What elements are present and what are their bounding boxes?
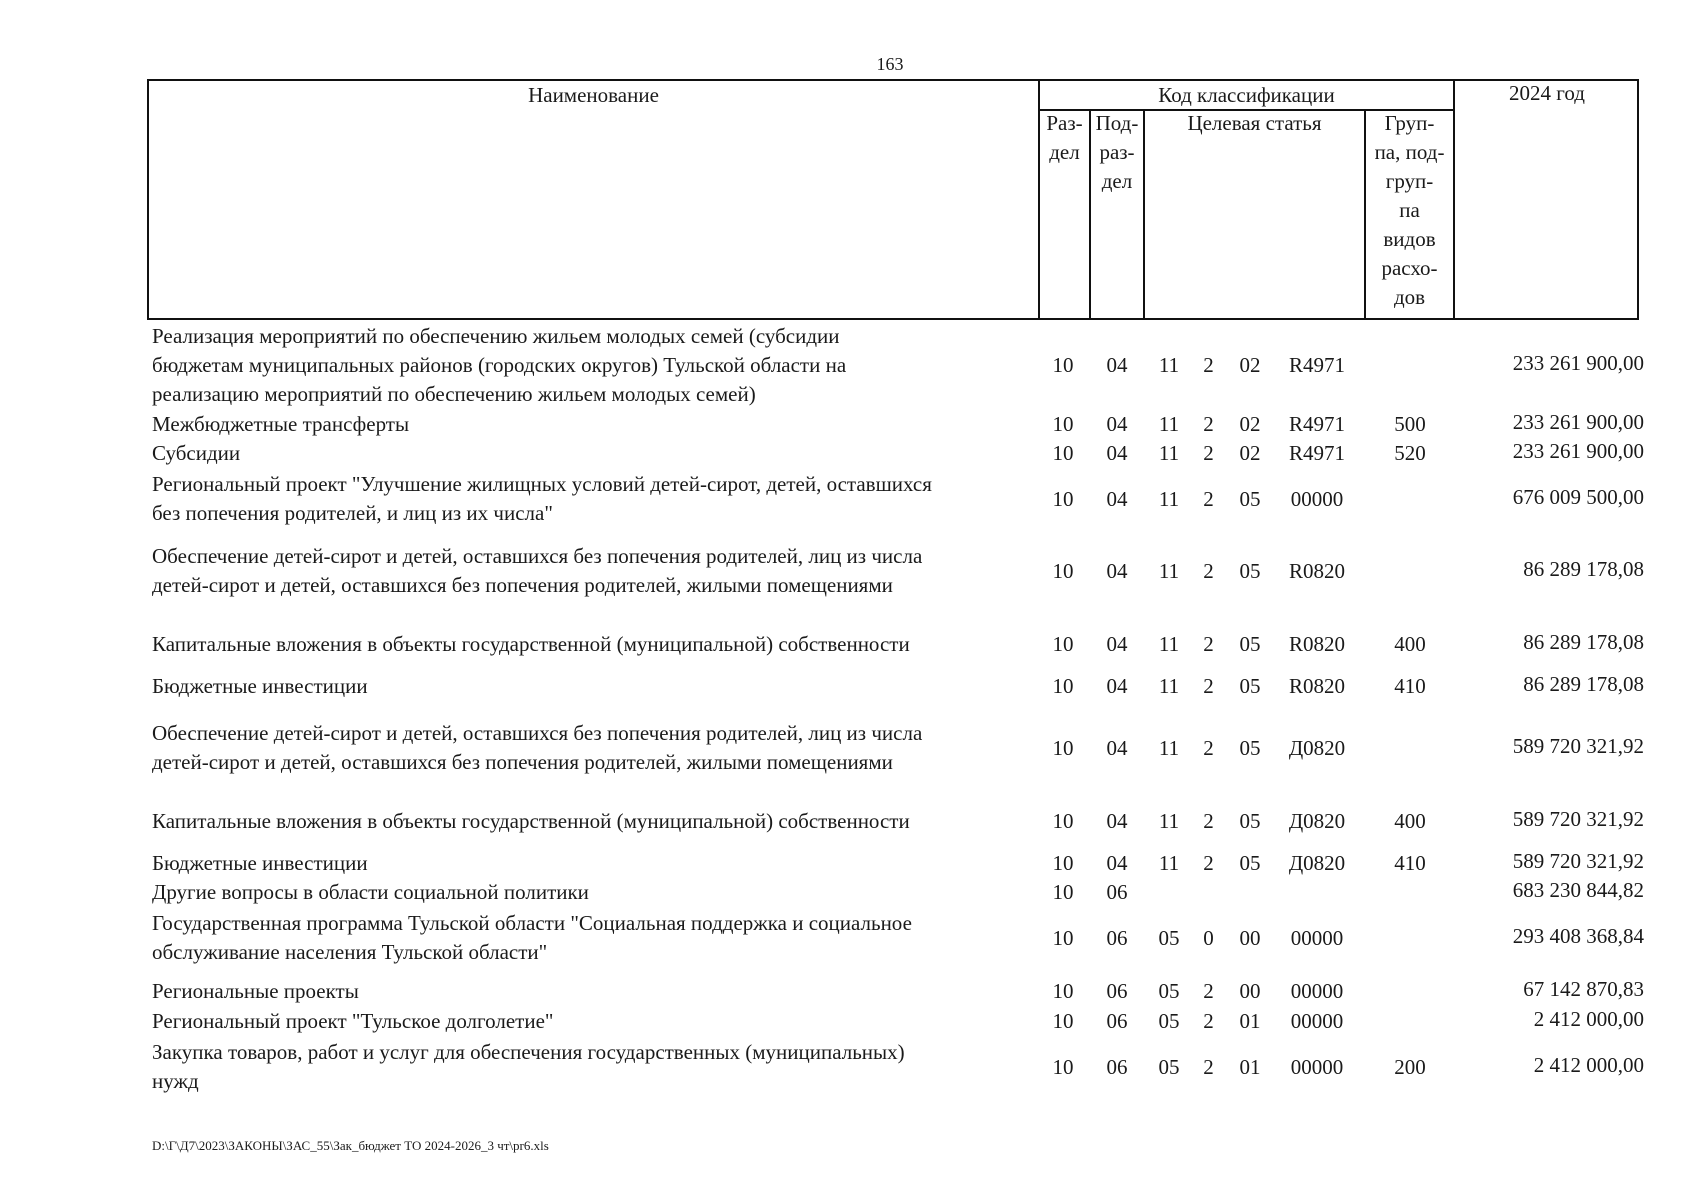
row-code-vr: 400 [1394, 809, 1426, 833]
row-code-vr: 200 [1394, 1055, 1426, 1079]
row-code-t4: R4971 [1288, 441, 1345, 465]
row-code-t1: 05 [1158, 1009, 1180, 1033]
row-code-pr: 04 [1106, 353, 1128, 377]
row-code-t2: 2 [1203, 487, 1214, 511]
row-code-t2: 2 [1203, 412, 1214, 436]
row-code-rz: 10 [1052, 412, 1074, 436]
row-code-vr: 410 [1394, 674, 1426, 698]
row-name: Капитальные вложения в объекты государственной (муниципальной) собственности [152, 632, 910, 656]
row-code-rz: 10 [1052, 559, 1074, 583]
row-code-pr: 04 [1106, 674, 1128, 698]
row-amount: 233 261 900,00 [1512, 410, 1644, 434]
row-code-t1: 05 [1158, 1055, 1180, 1079]
row-code-rz: 10 [1052, 926, 1074, 950]
row-code-t1: 11 [1158, 353, 1180, 377]
row-code-t4: R0820 [1288, 559, 1345, 583]
row-code-rz: 10 [1052, 851, 1074, 875]
row-code-t4: 00000 [1290, 979, 1344, 1003]
row-code-pr: 06 [1106, 1055, 1128, 1079]
row-name: Региональный проект "Тульское долголетие" [152, 1009, 554, 1033]
file-path-footer: D:\Г\Д7\2023\ЗАКОНЫ\ЗАС_55\Зак_бюджет ТО 2024-2026_3 чт\pr6.xls [152, 1138, 549, 1153]
row-code-rz: 10 [1052, 1009, 1074, 1033]
row-code-t2: 2 [1203, 851, 1214, 875]
row-code-t4: R4971 [1288, 353, 1345, 377]
row-code-pr: 04 [1106, 632, 1128, 656]
row-code-rz: 10 [1052, 674, 1074, 698]
page-number: 163 [876, 54, 904, 74]
row-amount: 233 261 900,00 [1512, 439, 1644, 463]
row-amount: 86 289 178,08 [1523, 557, 1644, 581]
header-code-group: Код классификации [1158, 83, 1335, 107]
row-code-t1: 05 [1158, 979, 1180, 1003]
row-code-t3: 02 [1239, 441, 1261, 465]
row-code-t3: 00 [1239, 979, 1261, 1003]
row-code-pr: 06 [1106, 926, 1128, 950]
row-name: Капитальные вложения в объекты государственной (муниципальной) собственности [152, 809, 910, 833]
row-code-pr: 04 [1106, 809, 1128, 833]
row-code-rz: 10 [1052, 353, 1074, 377]
row-code-t1: 11 [1158, 559, 1180, 583]
row-code-t1: 11 [1158, 412, 1180, 436]
row-code-rz: 10 [1052, 979, 1074, 1003]
row-code-t3: 05 [1239, 851, 1261, 875]
row-code-pr: 06 [1106, 1009, 1128, 1033]
row-amount: 233 261 900,00 [1512, 351, 1644, 375]
row-code-pr: 06 [1106, 979, 1128, 1003]
header-target-article: Целевая статья [1187, 111, 1322, 135]
row-code-t1: 11 [1158, 487, 1180, 511]
row-name: Бюджетные инвестиции [152, 674, 368, 698]
row-name: Государственная программа Тульской области "Социальная поддержка и социальное обслуживание населения Тульской области" [152, 911, 912, 964]
header-expense-group: Груп- па, под- груп- па видов расхо- дов [1374, 111, 1445, 309]
header-year: 2024 год [1509, 81, 1585, 105]
row-code-t4: 00000 [1290, 1055, 1344, 1079]
row-name: Региональный проект "Улучшение жилищных условий детей-сирот, детей, оставшихся без попечения родителей, и лиц из их числа" [152, 472, 932, 525]
row-name: Реализация мероприятий по обеспечению жильем молодых семей (субсидии бюджетам муниципальных районов (городских округов) Тульской области на реализацию мероприятий по обеспечению жильем молодых семей) [152, 324, 847, 406]
row-code-t2: 2 [1203, 809, 1214, 833]
row-amount: 86 289 178,08 [1523, 630, 1644, 654]
row-amount: 683 230 844,82 [1512, 878, 1644, 902]
row-code-t1: 11 [1158, 851, 1180, 875]
row-code-t4: R0820 [1288, 674, 1345, 698]
row-code-vr: 520 [1394, 441, 1426, 465]
row-code-t4: 00000 [1290, 1009, 1344, 1033]
row-name: Субсидии [152, 441, 241, 465]
row-code-t3: 05 [1239, 809, 1261, 833]
row-amount: 2 412 000,00 [1533, 1007, 1644, 1031]
row-code-t1: 05 [1158, 926, 1180, 950]
row-code-pr: 04 [1106, 412, 1128, 436]
row-code-t3: 01 [1239, 1055, 1261, 1079]
row-code-vr: 410 [1394, 851, 1426, 875]
row-code-t3: 01 [1239, 1009, 1261, 1033]
row-code-pr: 04 [1106, 736, 1128, 760]
row-code-t1: 11 [1158, 674, 1180, 698]
row-amount: 589 720 321,92 [1512, 734, 1644, 758]
row-code-t1: 11 [1158, 441, 1180, 465]
row-code-rz: 10 [1052, 736, 1074, 760]
table-header [147, 79, 1639, 320]
header-subsection: Под- раз- дел [1095, 111, 1139, 193]
row-code-t3: 02 [1239, 353, 1261, 377]
row-name: Межбюджетные трансферты [152, 412, 410, 436]
row-name: Региональные проекты [152, 979, 359, 1003]
row-amount: 589 720 321,92 [1512, 849, 1644, 873]
row-code-t2: 2 [1203, 353, 1214, 377]
row-code-rz: 10 [1052, 441, 1074, 465]
row-code-rz: 10 [1052, 487, 1074, 511]
row-code-t4: R0820 [1288, 632, 1345, 656]
row-code-t2: 2 [1203, 1055, 1214, 1079]
row-code-t2: 2 [1203, 632, 1214, 656]
row-code-pr: 04 [1106, 487, 1128, 511]
row-code-pr: 04 [1106, 441, 1128, 465]
row-code-t2: 0 [1203, 926, 1214, 950]
row-amount: 589 720 321,92 [1512, 807, 1644, 831]
row-code-rz: 10 [1052, 1055, 1074, 1079]
row-code-vr: 500 [1394, 412, 1426, 436]
row-name: Обеспечение детей-сирот и детей, оставшихся без попечения родителей, лиц из числа детей-сирот и детей, оставшихся без попечения родителей, жилыми помещениями [152, 544, 923, 597]
row-code-t2: 2 [1203, 559, 1214, 583]
row-code-t3: 00 [1239, 926, 1261, 950]
row-code-t4: 00000 [1290, 926, 1344, 950]
row-code-vr: 400 [1394, 632, 1426, 656]
header-name: Наименование [528, 83, 659, 107]
row-amount: 293 408 368,84 [1512, 924, 1644, 948]
row-code-t3: 05 [1239, 487, 1261, 511]
row-amount: 67 142 870,83 [1523, 977, 1644, 1001]
row-code-t3: 05 [1239, 674, 1261, 698]
row-code-t4: 00000 [1290, 487, 1344, 511]
row-code-t1: 11 [1158, 736, 1180, 760]
row-code-t1: 11 [1158, 809, 1180, 833]
row-code-t2: 2 [1203, 441, 1214, 465]
row-code-t3: 05 [1239, 736, 1261, 760]
row-code-rz: 10 [1052, 880, 1074, 904]
row-name: Другие вопросы в области социальной политики [152, 880, 589, 904]
row-code-t1: 11 [1158, 632, 1180, 656]
row-name: Бюджетные инвестиции [152, 851, 368, 875]
row-code-pr: 04 [1106, 851, 1128, 875]
row-amount: 676 009 500,00 [1512, 485, 1644, 509]
row-code-t2: 2 [1203, 736, 1214, 760]
row-name: Закупка товаров, работ и услуг для обеспечения государственных (муниципальных) нужд [152, 1040, 905, 1093]
row-code-t4: Д0820 [1288, 851, 1346, 875]
row-code-t4: Д0820 [1288, 809, 1346, 833]
row-code-t3: 05 [1239, 632, 1261, 656]
row-code-rz: 10 [1052, 809, 1074, 833]
row-amount: 2 412 000,00 [1533, 1053, 1644, 1077]
row-code-t2: 2 [1203, 674, 1214, 698]
row-code-t4: Д0820 [1288, 736, 1346, 760]
row-code-t3: 05 [1239, 559, 1261, 583]
row-code-pr: 04 [1106, 559, 1128, 583]
row-code-t4: R4971 [1288, 412, 1345, 436]
row-code-t2: 2 [1203, 979, 1214, 1003]
row-code-t3: 02 [1239, 412, 1261, 436]
header-section: Раз- дел [1046, 111, 1083, 164]
row-amount: 86 289 178,08 [1523, 672, 1644, 696]
row-name: Обеспечение детей-сирот и детей, оставшихся без попечения родителей, лиц из числа детей-сирот и детей, оставшихся без попечения родителей, жилыми помещениями [152, 721, 923, 774]
row-code-rz: 10 [1052, 632, 1074, 656]
row-code-t2: 2 [1203, 1009, 1214, 1033]
row-code-pr: 06 [1106, 880, 1128, 904]
